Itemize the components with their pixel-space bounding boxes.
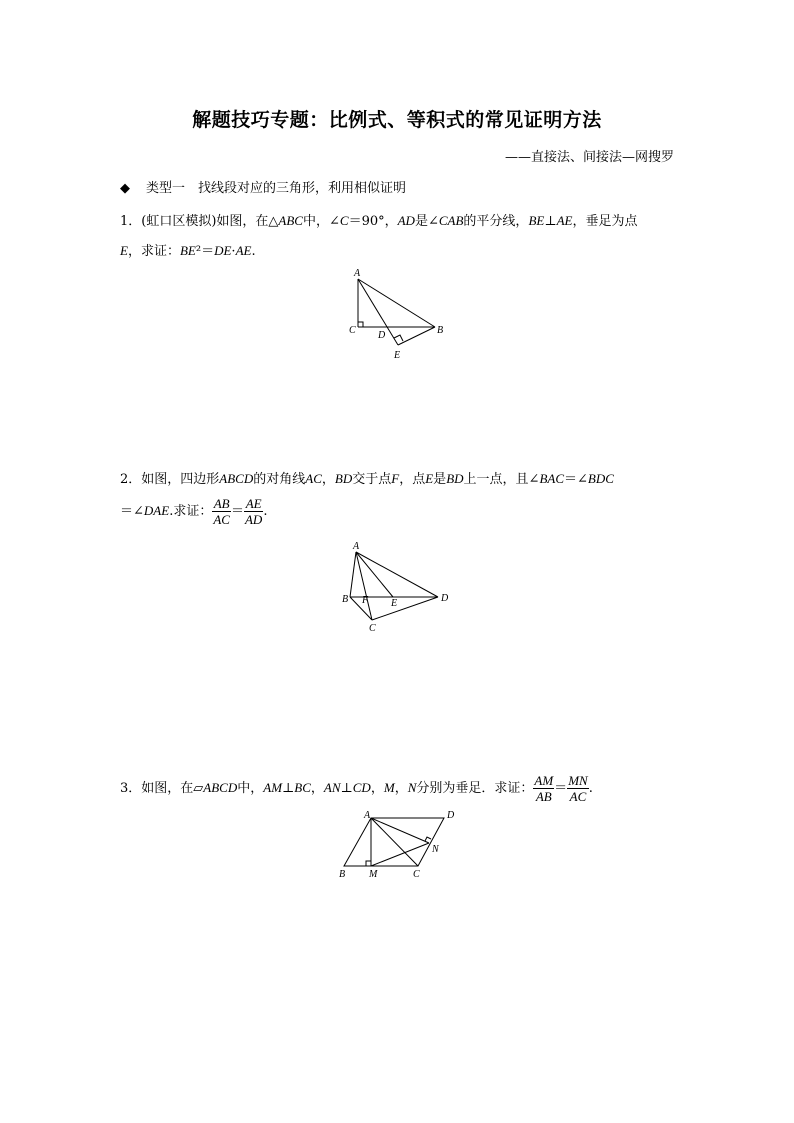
label-b: B [437, 325, 444, 336]
problem-1-line-2: E，求证：BE²＝DE·AE. [120, 243, 256, 259]
segment-ac [371, 818, 418, 866]
fraction-ae-over-ad: $\frac{AE}{AD}$ [244, 496, 263, 527]
label-c: C [349, 325, 356, 336]
segment-an [371, 818, 429, 843]
right-angle-m [366, 861, 371, 866]
label-e: E [391, 598, 398, 609]
fraction-mn-over-ac: $\frac{MN}{AC}$ [568, 773, 588, 804]
label-a: A [354, 268, 361, 279]
label-n: N [432, 844, 439, 855]
label-b: B [342, 594, 349, 605]
label-f: F [362, 595, 369, 606]
fraction-ab-over-ac: $\frac{AB}{AC}$ [213, 496, 230, 527]
problem-1-line-1: 1．(虹口区模拟)如图，在△ABC中，∠C＝90°，AD是∠CAB的平分线，BE⊥AE，垂足为点 [120, 213, 638, 229]
label-e: E [394, 350, 401, 361]
label-d: D [378, 330, 386, 341]
label-m: M [369, 869, 378, 880]
fraction-am-over-ab: $\frac{AM}{AB}$ [534, 773, 554, 804]
label-d: D [447, 810, 455, 821]
label-b: B [339, 869, 346, 880]
section-label: 类型一 找线段对应的三角形，利用相似证明 [146, 181, 407, 196]
problem-2-line-2: ＝∠DAE.求证： $\frac{AB}{AC}$ ＝ $\frac{AE}{AD}$ . [120, 496, 268, 527]
label-a: A [364, 810, 371, 821]
right-angle-n [425, 837, 431, 841]
label-c: C [369, 623, 376, 634]
problem-3-line-1: 3．如图，在▱ABCD中，AM⊥BC，AN⊥CD，M，N分别为垂足．求证： $\frac{AM}{AB}$ ＝ $\frac{MN}{AC}$ . [120, 773, 593, 804]
diamond-bullet-icon: ◆ [120, 181, 130, 196]
subtitle: ——直接法、间接法—网搜罗 [504, 150, 674, 165]
label-a: A [353, 541, 360, 552]
page-title: 解题技巧专题：比例式、等积式的常见证明方法 [192, 109, 602, 131]
label-d: D [441, 593, 449, 604]
label-c: C [413, 869, 420, 880]
problem-2-line-1: 2．如图，四边形ABCD的对角线AC，BD交于点F，点E是BD上一点，且∠BAC＝∠BDC [120, 471, 614, 487]
